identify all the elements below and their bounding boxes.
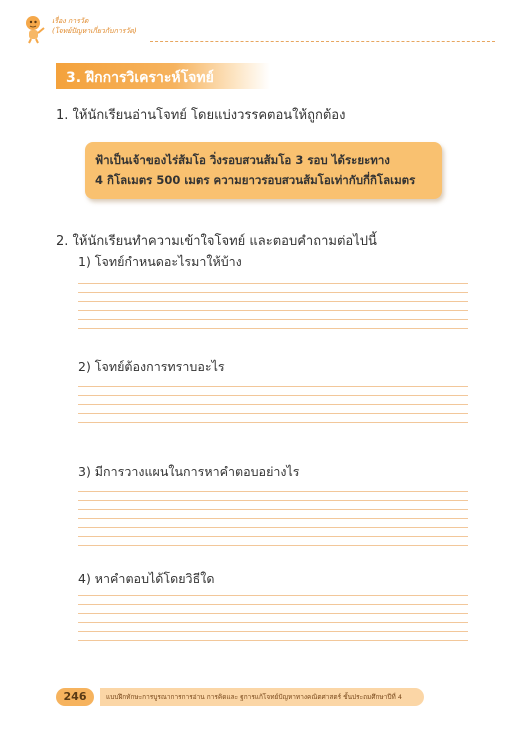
problem-box: [85, 142, 442, 199]
problem-text: [95, 150, 435, 190]
question-1: 1. ให้นักเรียนอ่านโจทย์ โดยแบ่งวรรคตอนให้ถูกต้อง: [56, 108, 346, 123]
answer-lines-4[interactable]: [78, 595, 468, 649]
answer-lines-3[interactable]: [78, 491, 468, 554]
page-header: [22, 14, 502, 46]
header-topic: [52, 16, 137, 36]
question-2: 2. ให้นักเรียนทำความเข้าใจโจทย์ และตอบคำถามต่อไปนี้: [56, 234, 377, 249]
answer-lines-2[interactable]: [78, 386, 468, 431]
page-number: 246: [56, 688, 94, 706]
footer-bar: [100, 688, 424, 706]
sub-question-2: 2) โจทย์ต้องการทราบอะไร: [78, 359, 225, 374]
sub-question-4: 4) หาคำตอบได้โดยวิธีใด: [78, 571, 215, 586]
page-footer: [0, 680, 524, 710]
header-line2: (โจทย์ปัญหาเกี่ยวกับการวัด): [52, 27, 137, 35]
header-divider: [150, 41, 495, 42]
section-banner: [56, 63, 270, 89]
mascot-icon: [22, 14, 48, 44]
book-title: แบบฝึกทักษะการบูรณาการการอ่าน การคิดและ ฐการแก้โจทย์ปัญหาทางคณิตศาสตร์ ชั้นประถมศึกษาปีที่ 4: [106, 693, 402, 701]
section-title: 3. ฝึกการวิเคราะห์โจทย์: [66, 70, 214, 86]
problem-line-1: ฟ้าเป็นเจ้าของไร่ส้มโอ วิ่งรอบสวนส้มโอ 3 รอบ ได้ระยะทาง: [95, 153, 390, 167]
answer-lines-1[interactable]: [78, 283, 468, 337]
header-line1: เรื่อง การวัด: [52, 17, 89, 25]
problem-line-2: 4 กิโลเมตร 500 เมตร ความยาวรอบสวนส้มโอเท่ากับกี่กิโลเมตร: [95, 173, 416, 187]
sub-question-3: 3) มีการวางแผนในการหาคำตอบอย่างไร: [78, 464, 300, 479]
sub-question-1: 1) โจทย์กำหนดอะไรมาให้บ้าง: [78, 254, 242, 269]
